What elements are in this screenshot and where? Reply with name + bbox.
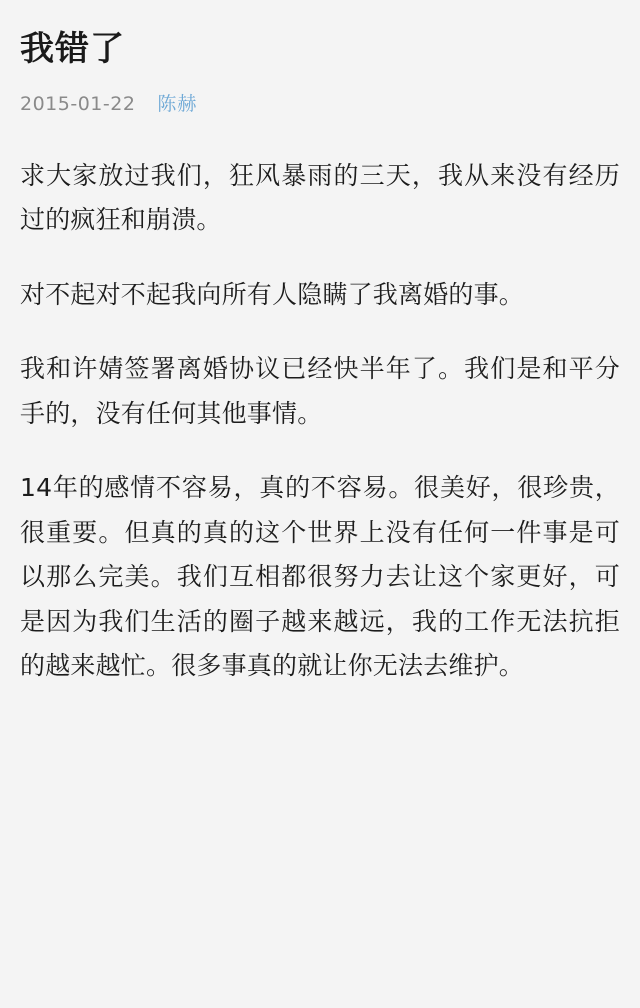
article-body — [20, 154, 620, 689]
paragraph: 14年的感情不容易，真的不容易。很美好，很珍贵，很重要。但真的真的这个世界上没有任何一件事是可以那么完美。我们互相都很努力去让这个家更好，可是因为我们生活的圈子越来越远，我的工作无法抗拒的越来越忙。很多事真的就让你无法去维护。 — [20, 473, 620, 680]
paragraph: 对不起对不起我向所有人隐瞒了我离婚的事。 — [20, 279, 525, 309]
article-meta — [20, 89, 620, 116]
page-title: 我错了 — [20, 29, 125, 69]
publish-date: 2015-01-22 — [20, 92, 136, 115]
author-link[interactable]: 陈赫 — [157, 92, 198, 115]
paragraph: 我和许婧签署离婚协议已经快半年了。我们是和平分手的，没有任何其他事情。 — [20, 354, 620, 428]
paragraph: 求大家放过我们，狂风暴雨的三天，我从来没有经历过的疯狂和崩溃。 — [20, 160, 620, 234]
